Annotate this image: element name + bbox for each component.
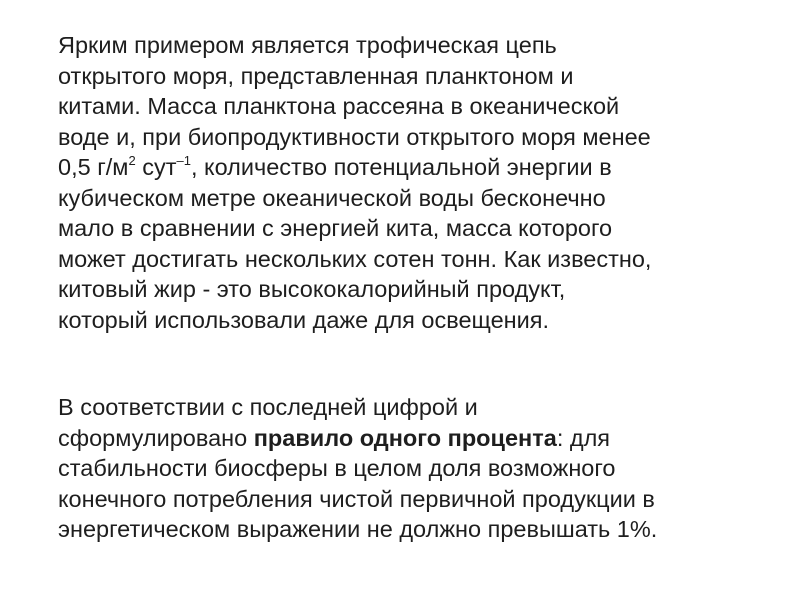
paragraph-line: Ярким примером является трофическая цепь — [58, 32, 557, 58]
productivity-value: 0,5 г/м — [58, 154, 129, 180]
inverse-superscript: –1 — [176, 153, 191, 169]
paragraph-line: воде и, при биопродуктивности открытого моря менее — [58, 123, 651, 150]
square-superscript: 2 — [128, 153, 136, 169]
paragraph-line-with-bold — [58, 423, 778, 454]
paragraph-line: мало в сравнении с энергией кита, масса которого — [58, 215, 613, 241]
paragraph-line: открытого моря, представленная планктоном и — [58, 62, 574, 89]
paragraph-line: китовый жир - это высококалорийный продукт, — [58, 276, 566, 302]
paragraph-line: конечного потребления чистой первичной продукции в — [58, 485, 655, 512]
time-unit: сут — [135, 154, 177, 180]
line-rest: , количество потенциальной энергии в — [190, 154, 612, 180]
paragraph-line: энергетическом выражении не должно превышать 1%. — [58, 516, 658, 542]
paragraph-line: может достигать нескольких сотен тонн. Как известно, — [58, 245, 652, 272]
paragraph-line: который использовали даже для освещения. — [58, 306, 550, 333]
paragraph-trophic-chain — [58, 30, 778, 335]
paragraph-line: кубическом метре океанической воды бесконечно — [58, 184, 606, 211]
one-percent-rule-term: правило одного процента — [253, 424, 557, 451]
paragraph-line-with-units — [58, 152, 778, 183]
paragraph-line: В соответствии с последней цифрой и — [58, 394, 478, 420]
paragraph-line: стабильности биосферы в целом доля возможного — [58, 455, 616, 481]
paragraph-line: китами. Масса планктона рассеяна в океанической — [58, 93, 620, 119]
line-start: сформулировано — [58, 424, 254, 451]
line-end: : для — [556, 424, 611, 451]
paragraph-one-percent-rule — [58, 392, 778, 545]
